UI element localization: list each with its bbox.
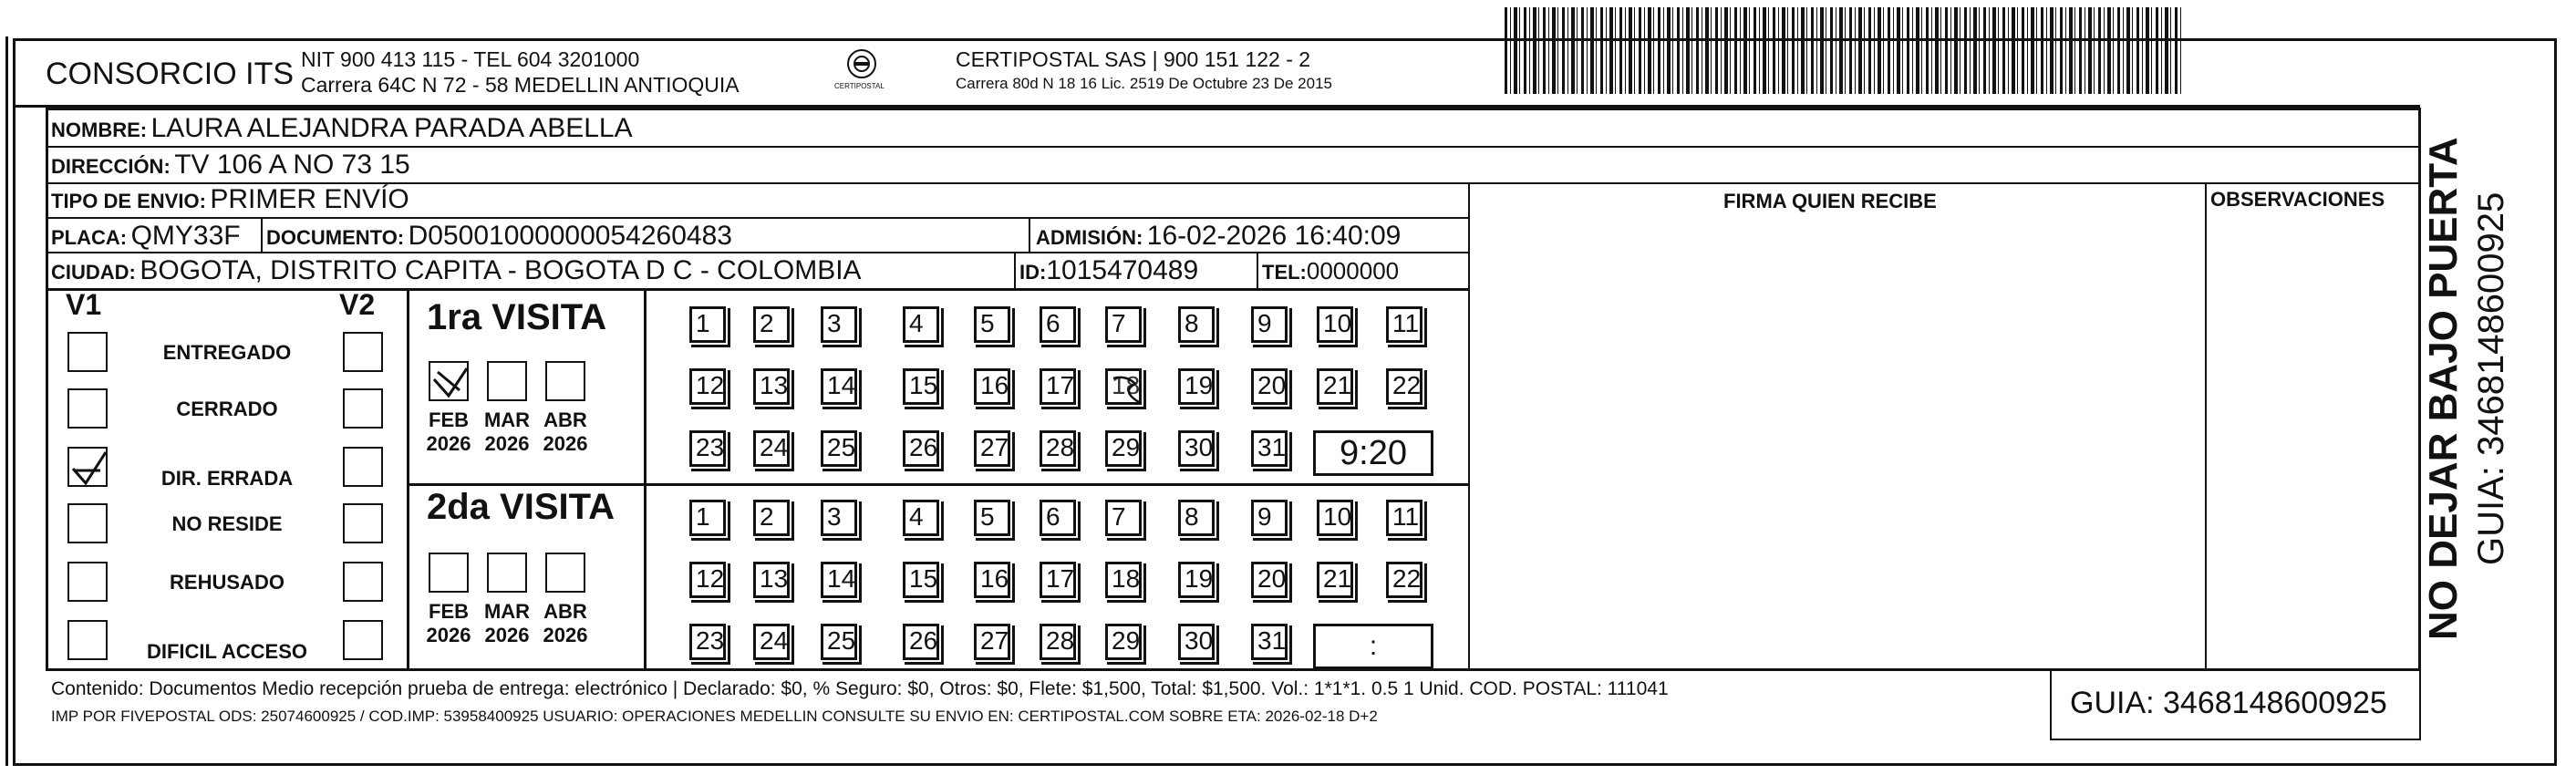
month-label xyxy=(421,600,476,647)
first-visit-title: 1ra VISITA xyxy=(427,297,607,337)
day-box[interactable] xyxy=(753,562,790,598)
time-box[interactable] xyxy=(1313,430,1433,476)
day-box[interactable] xyxy=(1105,562,1142,598)
day-box[interactable] xyxy=(974,562,1010,598)
signature-area[interactable] xyxy=(1470,217,2204,669)
day-box[interactable] xyxy=(974,306,1010,343)
status-label: DIR. ERRADA xyxy=(160,467,294,490)
day-number: 17 xyxy=(1046,564,1075,593)
tipo-value: PRIMER ENVÍO xyxy=(210,184,409,214)
day-number: 16 xyxy=(980,371,1009,399)
day-box[interactable] xyxy=(1178,562,1215,598)
day-box[interactable] xyxy=(1178,624,1215,660)
day-number: 18 xyxy=(1112,564,1141,593)
documento-label: DOCUMENTO: xyxy=(266,226,405,249)
day-number: 5 xyxy=(980,309,995,337)
day-box[interactable] xyxy=(903,368,939,405)
day-box[interactable] xyxy=(1251,368,1288,405)
status-label: REHUSADO xyxy=(170,571,284,594)
id-divider xyxy=(1014,252,1016,288)
day-number: 29 xyxy=(1112,433,1141,461)
month-year: 2026 xyxy=(484,432,530,455)
day-number: 4 xyxy=(909,502,924,531)
day-box[interactable] xyxy=(1040,624,1076,660)
month-name: ABR xyxy=(543,600,587,623)
day-box[interactable] xyxy=(1040,500,1076,536)
day-box[interactable] xyxy=(974,430,1010,467)
second-visit-title: 2da VISITA xyxy=(427,487,615,527)
v1-checkbox[interactable] xyxy=(67,620,108,660)
placa-label: PLACA: xyxy=(51,226,128,249)
day-box[interactable] xyxy=(1178,500,1215,536)
day-number: 2 xyxy=(760,502,774,531)
day-number: 18 xyxy=(1112,371,1141,399)
day-number: 12 xyxy=(696,564,725,593)
day-number: 3 xyxy=(827,502,842,531)
day-number: 13 xyxy=(760,564,789,593)
day-box[interactable] xyxy=(1040,562,1076,598)
day-box[interactable] xyxy=(1386,368,1422,405)
company-line2: Carrera 64C N 72 - 58 MEDELLIN ANTIOQUIA xyxy=(301,73,740,97)
month-checkbox[interactable] xyxy=(545,361,585,401)
day-box[interactable] xyxy=(689,430,726,467)
month-name: ABR xyxy=(543,408,587,431)
carrier-line1: CERTIPOSTAL SAS | 900 151 122 - 2 xyxy=(956,47,1311,71)
day-number: 19 xyxy=(1185,564,1214,593)
day-number: 24 xyxy=(760,626,789,655)
row-line-3 xyxy=(46,217,1468,219)
firma-header: FIRMA QUIEN RECIBE xyxy=(1723,190,1937,212)
month-checkbox[interactable] xyxy=(545,553,585,593)
day-box[interactable] xyxy=(903,500,939,536)
footer-line2: IMP POR FIVEPOSTAL ODS: 25074600925 / COD.IMP: 53958400925 USUARIO: OPERACIONES MEDELLIN CONSULTE SU ENVIO EN: CERTIPOSTAL.COM SOBRE ETA: 2026-02-18 D+2 xyxy=(51,708,1378,725)
day-number: 6 xyxy=(1046,309,1060,337)
day-number: 27 xyxy=(980,433,1009,461)
v2-checkbox[interactable] xyxy=(343,388,383,429)
day-number: 10 xyxy=(1323,309,1352,337)
status-label: ENTREGADO xyxy=(162,341,292,364)
side-guia: GUIA: 3468148600925 xyxy=(2471,191,2511,565)
v2-checkbox[interactable] xyxy=(343,332,383,372)
company-name: CONSORCIO ITS xyxy=(46,57,295,91)
day-number: 11 xyxy=(1392,502,1420,531)
direccion-value: TV 106 A NO 73 15 xyxy=(174,150,410,180)
v2-checkbox[interactable] xyxy=(343,447,383,487)
day-box[interactable] xyxy=(821,368,857,405)
day-box[interactable] xyxy=(1317,562,1353,598)
nombre-label: NOMBRE: xyxy=(51,119,148,141)
v1-label: V1 xyxy=(66,288,102,321)
tel-label: TEL: xyxy=(1262,261,1307,284)
day-number: 25 xyxy=(827,626,856,655)
day-number: 24 xyxy=(760,433,789,461)
check-mark-icon xyxy=(69,449,109,489)
day-box[interactable] xyxy=(974,500,1010,536)
day-box[interactable] xyxy=(1386,500,1422,536)
day-box[interactable] xyxy=(1386,562,1422,598)
v2-checkbox[interactable] xyxy=(343,562,383,602)
day-box[interactable] xyxy=(821,430,857,467)
day-box[interactable] xyxy=(903,430,939,467)
day-number: 9 xyxy=(1257,309,1272,337)
month-year: 2026 xyxy=(543,624,588,646)
day-box[interactable] xyxy=(1105,624,1142,660)
day-box[interactable] xyxy=(1178,306,1215,343)
day-box[interactable] xyxy=(753,624,790,660)
footer-line1: Contenido: Documentos Medio recepción prueba de entrega: electrónico | Declarado: $0, % Seguro: $0, Otros: $0, Flete: $1,500, Total: $1,500. Vol.: 1*1*1. 0.5 1 Unid. COD. POSTAL: 111041 xyxy=(51,678,1669,699)
placa-divider xyxy=(261,217,263,252)
day-number: 8 xyxy=(1185,502,1199,531)
day-number: 23 xyxy=(696,626,725,655)
admision-value: 16-02-2026 16:40:09 xyxy=(1146,221,1402,251)
day-number: 21 xyxy=(1323,564,1352,593)
v2-label: V2 xyxy=(339,288,376,321)
row-line-1 xyxy=(46,146,2421,148)
v1-checkbox[interactable] xyxy=(67,388,108,429)
day-number: 31 xyxy=(1257,433,1287,461)
day-box[interactable] xyxy=(903,562,939,598)
month-name: MAR xyxy=(483,600,531,623)
day-number: 19 xyxy=(1185,371,1214,399)
day-number: 15 xyxy=(909,371,938,399)
carrier-line2: Carrera 80d N 18 16 Lic. 2519 De Octubre 23 De 2015 xyxy=(956,75,1332,92)
month-year: 2026 xyxy=(426,432,471,455)
day-number: 5 xyxy=(980,502,995,531)
day-number: 26 xyxy=(909,626,938,655)
day-box[interactable] xyxy=(974,368,1010,405)
day-number: 12 xyxy=(696,371,725,399)
month-year: 2026 xyxy=(426,624,471,646)
day-box[interactable] xyxy=(1251,562,1288,598)
visit-divider xyxy=(407,483,1468,486)
day-box[interactable] xyxy=(753,306,790,343)
v1-checkbox[interactable] xyxy=(67,562,108,602)
month-checkbox[interactable] xyxy=(429,553,469,593)
scribble-icon xyxy=(1108,371,1144,414)
day-number: 20 xyxy=(1257,371,1287,399)
day-box[interactable] xyxy=(1040,430,1076,467)
day-box[interactable] xyxy=(1317,500,1353,536)
day-box[interactable] xyxy=(1105,430,1142,467)
ciudad-value: BOGOTA, DISTRITO CAPITA - BOGOTA D C - COLOMBIA xyxy=(140,255,862,285)
day-number: 1 xyxy=(696,502,710,531)
ciudad-label: CIUDAD: xyxy=(51,261,136,284)
month-label xyxy=(480,600,534,647)
month-name: FEB xyxy=(429,408,469,431)
day-box[interactable] xyxy=(689,500,726,536)
documento-value: D05001000000054260483 xyxy=(408,221,732,251)
month-year: 2026 xyxy=(543,432,588,455)
v1-checkbox[interactable] xyxy=(67,503,108,543)
day-box[interactable] xyxy=(689,368,726,405)
day-box[interactable] xyxy=(1178,368,1215,405)
day-number: 4 xyxy=(909,309,924,337)
day-number: 10 xyxy=(1323,502,1352,531)
month-checkbox[interactable] xyxy=(429,361,469,401)
day-box[interactable] xyxy=(753,430,790,467)
status-label: DIFICIL ACCESO xyxy=(146,640,307,663)
day-number: 23 xyxy=(696,433,725,461)
id-label: ID: xyxy=(1019,261,1047,284)
day-box[interactable] xyxy=(1317,306,1353,343)
day-number: 30 xyxy=(1185,626,1214,655)
v2-checkbox[interactable] xyxy=(343,503,383,543)
day-number: 9 xyxy=(1257,502,1272,531)
day-number: 20 xyxy=(1257,564,1287,593)
day-number: 28 xyxy=(1046,433,1075,461)
direccion-label: DIRECCIÓN: xyxy=(51,155,171,178)
admision-divider xyxy=(1029,217,1030,252)
day-box[interactable] xyxy=(1040,306,1076,343)
day-box[interactable] xyxy=(903,306,939,343)
time-value: : xyxy=(1369,631,1378,661)
day-number: 15 xyxy=(909,564,938,593)
id-value: 1015470489 xyxy=(1046,255,1199,285)
day-number: 30 xyxy=(1185,433,1214,461)
day-box[interactable] xyxy=(689,306,726,343)
side-title: NO DEJAR BAJO PUERTA xyxy=(2421,137,2466,640)
month-label xyxy=(538,408,593,456)
tel-divider xyxy=(1257,252,1258,288)
day-number: 29 xyxy=(1112,626,1141,655)
day-box[interactable] xyxy=(1251,306,1288,343)
observations-area[interactable] xyxy=(2207,217,2420,669)
month-checkbox[interactable] xyxy=(487,361,527,401)
day-number: 14 xyxy=(827,371,856,399)
footer-guia: GUIA: 3468148600925 xyxy=(2070,686,2387,720)
day-box[interactable] xyxy=(1040,368,1076,405)
row-line-5 xyxy=(46,288,1468,291)
day-box[interactable] xyxy=(753,368,790,405)
day-number: 7 xyxy=(1112,502,1126,531)
placa-value: QMY33F xyxy=(130,221,241,251)
logo-text: CERTIPOSTAL xyxy=(834,82,885,90)
day-box[interactable] xyxy=(974,624,1010,660)
day-number: 14 xyxy=(827,564,856,593)
days-divider xyxy=(644,288,647,671)
tipo-label: TIPO DE ENVIO: xyxy=(51,190,206,212)
day-box[interactable] xyxy=(1105,500,1142,536)
day-box[interactable] xyxy=(1105,306,1142,343)
day-box[interactable] xyxy=(689,624,726,660)
v1-checkbox[interactable] xyxy=(67,447,108,487)
day-number: 13 xyxy=(760,371,789,399)
check-mark-icon xyxy=(430,363,471,403)
month-year: 2026 xyxy=(484,624,530,646)
day-number: 8 xyxy=(1185,309,1199,337)
row-line-4 xyxy=(46,252,1468,253)
day-box[interactable] xyxy=(1105,368,1142,405)
month-name: MAR xyxy=(483,408,531,431)
month-name: FEB xyxy=(429,600,469,623)
day-box[interactable] xyxy=(821,500,857,536)
day-number: 31 xyxy=(1257,626,1287,655)
day-box[interactable] xyxy=(821,562,857,598)
day-number: 21 xyxy=(1323,371,1352,399)
status-divider xyxy=(407,288,409,671)
tel-value: 0000000 xyxy=(1306,257,1400,284)
day-number: 2 xyxy=(760,309,774,337)
day-number: 25 xyxy=(827,433,856,461)
day-number: 26 xyxy=(909,433,938,461)
day-number: 17 xyxy=(1046,371,1075,399)
month-label xyxy=(538,600,593,647)
day-number: 22 xyxy=(1392,371,1422,399)
day-box[interactable] xyxy=(689,562,726,598)
day-number: 27 xyxy=(980,626,1009,655)
day-box[interactable] xyxy=(1251,624,1288,660)
day-number: 16 xyxy=(980,564,1009,593)
time-value: 9:20 xyxy=(1340,433,1407,472)
day-box[interactable] xyxy=(753,500,790,536)
day-number: 3 xyxy=(827,309,842,337)
left-border xyxy=(5,36,8,766)
observaciones-header: OBSERVACIONES xyxy=(2210,188,2385,211)
day-box[interactable] xyxy=(821,306,857,343)
month-label xyxy=(421,408,476,456)
status-label: CERRADO xyxy=(176,398,278,420)
day-box[interactable] xyxy=(1317,368,1353,405)
day-number: 11 xyxy=(1392,309,1420,337)
day-number: 6 xyxy=(1046,502,1060,531)
day-number: 28 xyxy=(1046,626,1075,655)
nombre-value: LAURA ALEJANDRA PARADA ABELLA xyxy=(150,113,633,143)
month-checkbox[interactable] xyxy=(487,553,527,593)
day-box[interactable] xyxy=(1386,306,1422,343)
day-box[interactable] xyxy=(821,624,857,660)
day-box[interactable] xyxy=(903,624,939,660)
company-line1: NIT 900 413 115 - TEL 604 3201000 xyxy=(301,47,640,71)
day-box[interactable] xyxy=(1251,430,1288,467)
day-number: 7 xyxy=(1112,309,1126,337)
time-box[interactable] xyxy=(1313,624,1433,669)
day-number: 22 xyxy=(1392,564,1422,593)
day-number: 1 xyxy=(696,309,710,337)
admision-label: ADMISIÓN: xyxy=(1036,226,1143,249)
day-box[interactable] xyxy=(1251,500,1288,536)
status-label: NO RESIDE xyxy=(171,512,283,535)
v2-checkbox[interactable] xyxy=(343,620,383,660)
month-label xyxy=(480,408,534,456)
v1-checkbox[interactable] xyxy=(67,332,108,372)
day-box[interactable] xyxy=(1178,430,1215,467)
